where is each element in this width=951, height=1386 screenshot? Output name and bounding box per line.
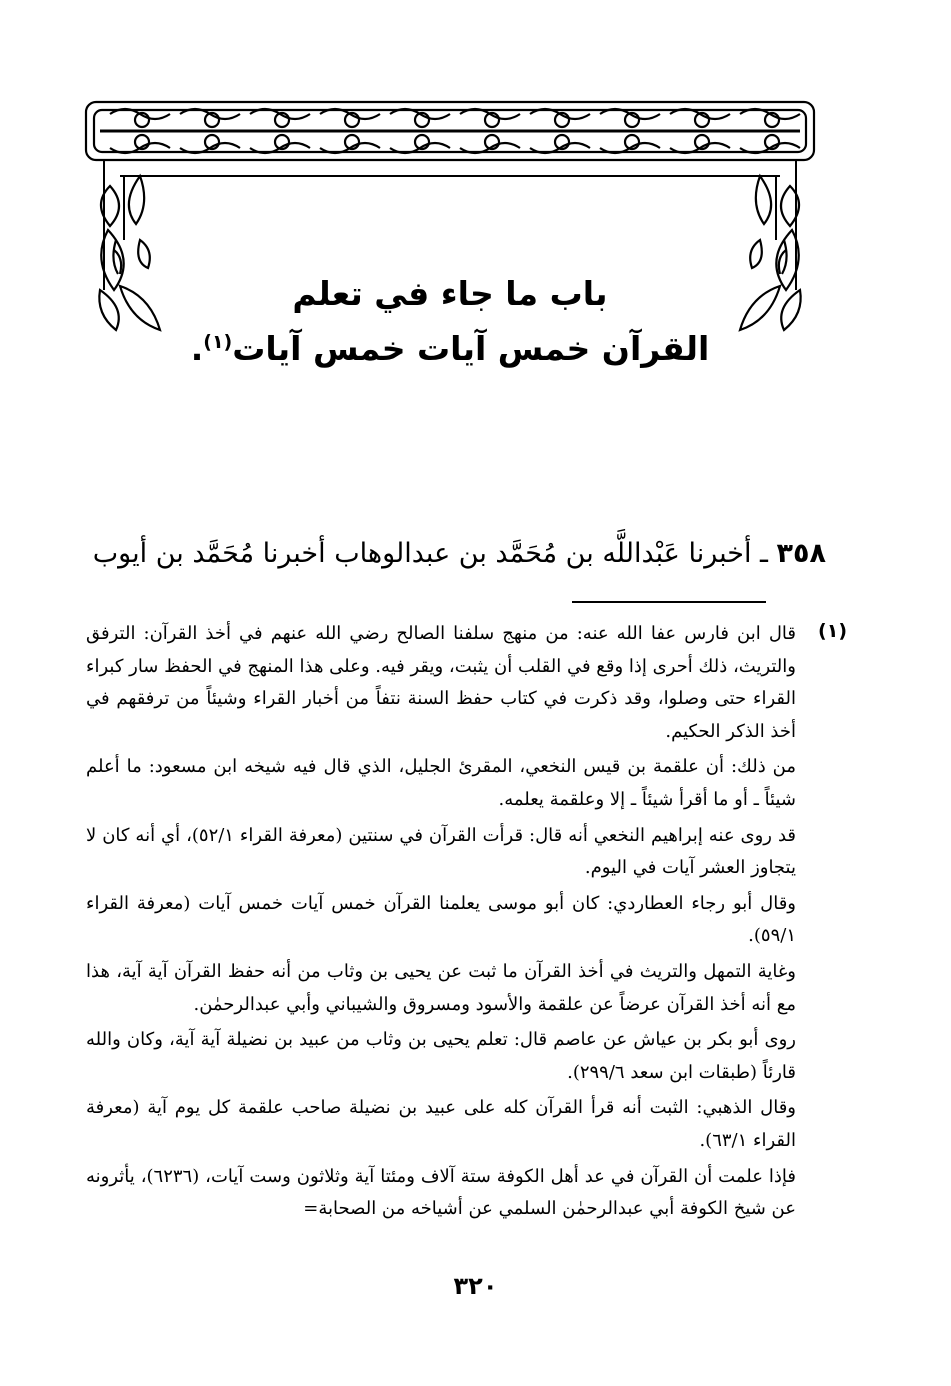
- chapter-footnote-ref: (١): [203, 331, 233, 353]
- hadith-entry: [92, 530, 826, 578]
- hadith-dash: ـ: [751, 538, 777, 569]
- footnote-paragraph: وقال الذهبي: الثبت أنه قرأ القرآن كله على عبيد بن نضيلة صاحب علقمة كل يوم آية (معرفة القراء ٦٣/١).: [86, 1097, 796, 1151]
- footnote-paragraph: روى أبو بكر بن عياش عن عاصم قال: تعلم يحيى بن وثاب من عبيد بن نضيلة آية آية، وكان والله قارئاً (طبقات ابن سعد ٢٩٩/٦).: [86, 1029, 796, 1083]
- footnote-paragraph: وغاية التمهل والتريث في أخذ القرآن ما ثبت عن يحيى بن وثاب من أنه حفظ القرآن آية آية، هذا مع أنه أخذ القرآن عرضاً عن علقمة والأسود ومسروق والشيباني وأبي عبدالرحمٰن.: [86, 960, 796, 1015]
- chapter-title-line-2-text: القرآن خمس آيات خمس آيات: [232, 329, 710, 368]
- footnote-separator: [572, 601, 766, 603]
- footnote-paragraph: وقال أبو رجاء العطاردي: كان أبو موسى يعلمنا القرآن خمس آيات خمس آيات (معرفة القراء ٥٩/١).: [86, 892, 796, 947]
- hadith-text: أخبرنا عَبْداللَّه بن مُحَمَّد بن عبدالوهاب أخبرنا مُحَمَّد بن أيوب: [92, 538, 752, 569]
- chapter-title-end: .: [190, 329, 204, 368]
- footnote-paragraph: من ذلك: أن علقمة بن قيس النخعي، المقرئ الجليل، الذي قال فيه شيخه ابن مسعود: ما أعلم شيئاً ـ أو ما أقرأ شيئاً ـ إلا وعلقمة يعلمه.: [86, 756, 796, 810]
- footnote-marker: (١): [818, 620, 847, 642]
- hadith-number: ٣٥٨: [776, 538, 826, 569]
- footnote-paragraph: قال ابن فارس عفا الله عنه: من منهج سلفنا الصالح رضي الله عنهم في أخذ القرآن: الترفق والتريث، ذلك أحرى إذا وقع في القلب أن يثبت، ويقر فيه. وعلى هذا المنهج في الحفظ سار كبراء القراء حتى وصلوا، وقد ذكرت في كتاب حفظ السنة نتفاً من أخبار القراء وشيئاً من ترفقهم في أخذ الذكر الحكيم.: [86, 623, 796, 742]
- chapter-title-line-2: [150, 320, 750, 378]
- footnote-paragraph: قد روى عنه إبراهيم النخعي أنه قال: قرأت القرآن في سنتين (معرفة القراء ٥٢/١)، أي أنه كان لا يتجاوز العشر آيات في اليوم.: [86, 824, 797, 879]
- page-number: ٣٢٠: [453, 1272, 498, 1300]
- footnote-body: [86, 618, 796, 1226]
- footnote-paragraph: فإذا علمت أن القرآن في عد أهل الكوفة ستة آلاف ومئتا آية وثلاثون وست آيات، (٦٢٣٦)، يأثرونه عن شيخ الكوفة أبي عبدالرحمٰن السلمي عن أشياخه من الصحابة=: [86, 1165, 796, 1220]
- chapter-title-line-1: [150, 265, 750, 323]
- chapter-title-line-1-text: باب ما جاء في تعلم: [292, 274, 608, 313]
